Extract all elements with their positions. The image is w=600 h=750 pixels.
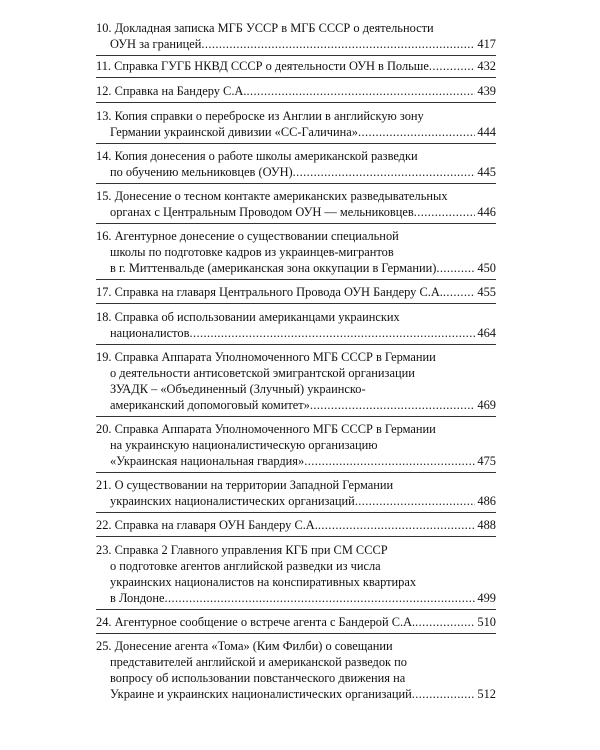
toc-entry-text: 13. Копия справки о переброске из Англии в английскую зону <box>96 109 424 123</box>
toc-entry-line <box>96 284 496 300</box>
dot-leaders <box>412 686 476 702</box>
dot-leaders <box>304 453 475 469</box>
toc-page-number: 444 <box>477 125 496 139</box>
toc-page-number: 499 <box>477 591 496 605</box>
toc-entry-line <box>96 228 496 244</box>
toc-page-number: 464 <box>477 326 496 340</box>
dot-leaders <box>443 284 476 300</box>
toc-entry-line <box>96 574 496 590</box>
toc-page-number: 432 <box>477 59 496 73</box>
toc-entry[interactable] <box>96 228 496 276</box>
toc-entry-line <box>96 686 496 702</box>
toc-entry-text: о подготовке агентов английской разведки из числа <box>110 559 381 573</box>
toc-entry-line <box>96 164 496 180</box>
toc-entry-text: 24. Агентурное сообщение о встрече агента с Бандерой С.А. <box>96 615 416 629</box>
toc-entry-text: Германии украинской дивизии «СС-Галичина» <box>110 125 358 139</box>
toc-entry-text: по обучению мельниковцев (ОУН) <box>110 165 293 179</box>
divider <box>96 143 496 144</box>
toc-entry-line <box>96 638 496 654</box>
toc-entry-text: о деятельности антисоветской эмигрантской организации <box>110 366 415 380</box>
toc-entry-text: 23. Справка 2 Главного управления КГБ при СМ СССР <box>96 543 388 557</box>
toc-entry-text: на украинскую националистическую организацию <box>110 438 378 452</box>
toc-entry[interactable] <box>96 284 496 300</box>
toc-entry[interactable] <box>96 309 496 341</box>
toc-entry-line <box>96 654 496 670</box>
toc-entry-text: 21. О существовании на территории Западной Германии <box>96 478 394 492</box>
divider <box>96 223 496 224</box>
dot-leaders <box>414 204 476 220</box>
toc-entry-text: украинских националистических организаций <box>110 494 355 508</box>
toc-entry-line <box>96 614 496 630</box>
toc-entry-line <box>96 83 496 99</box>
toc-page-number: 439 <box>477 84 496 98</box>
toc-entry-text: ЗУАДК – «Объединенный (Злучный) украинско- <box>110 382 366 396</box>
dot-leaders <box>355 493 476 509</box>
toc-page-number: 450 <box>477 261 496 275</box>
toc-entry[interactable] <box>96 83 496 99</box>
divider <box>96 633 496 634</box>
toc-entry-line <box>96 437 496 453</box>
toc-entry-line <box>96 381 496 397</box>
toc-entry[interactable] <box>96 58 496 74</box>
divider <box>96 102 496 103</box>
toc-entry-line <box>96 493 496 509</box>
toc-entry-text: американский допомоговый комитет» <box>110 398 310 412</box>
toc-entry[interactable] <box>96 542 496 606</box>
toc-entry-text: 17. Справка на главаря Центрального Провода ОУН Бандеру С.А. <box>96 285 443 299</box>
toc-entry[interactable] <box>96 349 496 413</box>
toc-entry-text: ОУН за границей <box>110 37 202 51</box>
divider <box>96 536 496 537</box>
toc-entry-text: 18. Справка об использовании американцами украинских <box>96 310 400 324</box>
divider <box>96 303 496 304</box>
toc-entry-text: 20. Справка Аппарата Уполномоченного МГБ СССР в Германии <box>96 422 436 436</box>
toc-entry-line <box>96 188 496 204</box>
toc-entry-text: «Украинская национальная гвардия» <box>110 454 305 468</box>
divider <box>96 183 496 184</box>
dot-leaders <box>189 325 475 341</box>
toc-entry-line <box>96 36 496 52</box>
dot-leaders <box>293 164 476 180</box>
toc-entry-line <box>96 670 496 686</box>
toc-entry-line <box>96 453 496 469</box>
dot-leaders <box>310 397 476 413</box>
toc-entry-text: националистов <box>110 326 190 340</box>
toc-page-number: 486 <box>477 494 496 508</box>
toc-entry[interactable] <box>96 421 496 469</box>
toc-entry-text: школы по подготовке кадров из украинцев-мигрантов <box>110 245 394 259</box>
toc-entry-text: органах с Центральным Проводом ОУН — мельниковцев <box>110 205 414 219</box>
divider <box>96 344 496 345</box>
toc-entry-line <box>96 58 496 74</box>
toc-entry-line <box>96 558 496 574</box>
divider <box>96 55 496 56</box>
toc-entry-line <box>96 20 496 36</box>
toc-entry-text: в г. Миттенвальде (американская зона оккупации в Германии) <box>110 261 437 275</box>
dot-leaders <box>429 58 476 74</box>
divider <box>96 512 496 513</box>
toc-entry-line <box>96 517 496 533</box>
toc-page-number: 488 <box>477 518 496 532</box>
toc-entry[interactable] <box>96 517 496 533</box>
toc-entry-text: 25. Донесение агента «Тома» (Ким Филби) о совещании <box>96 639 393 653</box>
dot-leaders <box>165 590 476 606</box>
toc-entry[interactable] <box>96 108 496 140</box>
toc-entry-line <box>96 309 496 325</box>
toc-entry-text: 14. Копия донесения о работе школы американской разведки <box>96 149 418 163</box>
toc-entry-line <box>96 244 496 260</box>
toc-entry-text: 22. Справка на главаря ОУН Бандеру С.А. <box>96 518 318 532</box>
dot-leaders <box>318 517 476 533</box>
table-of-contents <box>96 20 496 710</box>
toc-entry[interactable] <box>96 188 496 220</box>
toc-entry-line <box>96 590 496 606</box>
toc-entry-text: 11. Справка ГУГБ НКВД СССР о деятельности ОУН в Польше <box>96 59 429 73</box>
toc-page-number: 510 <box>477 615 496 629</box>
toc-entry-text: Украине и украинских националистических организаций <box>110 687 412 701</box>
dot-leaders <box>201 36 475 52</box>
toc-entry-line <box>96 260 496 276</box>
dot-leaders <box>415 614 475 630</box>
toc-entry-text: 15. Донесение о тесном контакте американских разведывательных <box>96 189 448 203</box>
toc-entry-line <box>96 148 496 164</box>
toc-entry-line <box>96 325 496 341</box>
divider <box>96 472 496 473</box>
divider <box>96 77 496 78</box>
divider <box>96 279 496 280</box>
dot-leaders <box>358 124 475 140</box>
toc-entry[interactable] <box>96 148 496 180</box>
toc-entry-line <box>96 108 496 124</box>
toc-entry-text: вопросу об использовании повстанческого движения на <box>110 671 406 685</box>
toc-page-number: 512 <box>477 687 496 701</box>
toc-page-number: 455 <box>477 285 496 299</box>
toc-entry[interactable] <box>96 20 496 52</box>
toc-entry-line <box>96 421 496 437</box>
toc-entry-text: 16. Агентурное донесение о существовании специальной <box>96 229 399 243</box>
toc-entry-text: 12. Справка на Бандеру С.А. <box>96 84 247 98</box>
toc-page-number: 417 <box>477 37 496 51</box>
toc-page-number: 475 <box>477 454 496 468</box>
toc-entry-line <box>96 204 496 220</box>
divider <box>96 416 496 417</box>
toc-entry[interactable] <box>96 638 496 702</box>
toc-entry-line <box>96 397 496 413</box>
toc-entry[interactable] <box>96 614 496 630</box>
toc-entry-text: украинских националистов на конспиративных квартирах <box>110 575 417 589</box>
toc-entry-text: 19. Справка Аппарата Уполномоченного МГБ СССР в Германии <box>96 350 436 364</box>
toc-entry-line <box>96 349 496 365</box>
toc-entry-line <box>96 365 496 381</box>
toc-page-number: 446 <box>477 205 496 219</box>
toc-entry-line <box>96 542 496 558</box>
dot-leaders <box>436 260 475 276</box>
toc-page-number: 445 <box>477 165 496 179</box>
toc-entry-text: 10. Докладная записка МГБ УССР в МГБ СССР о деятельности <box>96 21 434 35</box>
toc-entry-line <box>96 124 496 140</box>
dot-leaders <box>246 83 475 99</box>
toc-entry-line <box>96 477 496 493</box>
toc-entry[interactable] <box>96 477 496 509</box>
toc-page-number: 469 <box>477 398 496 412</box>
divider <box>96 609 496 610</box>
toc-entry-text: в Лондоне <box>110 591 165 605</box>
toc-entry-text: представителей английской и американской разведок по <box>110 655 407 669</box>
